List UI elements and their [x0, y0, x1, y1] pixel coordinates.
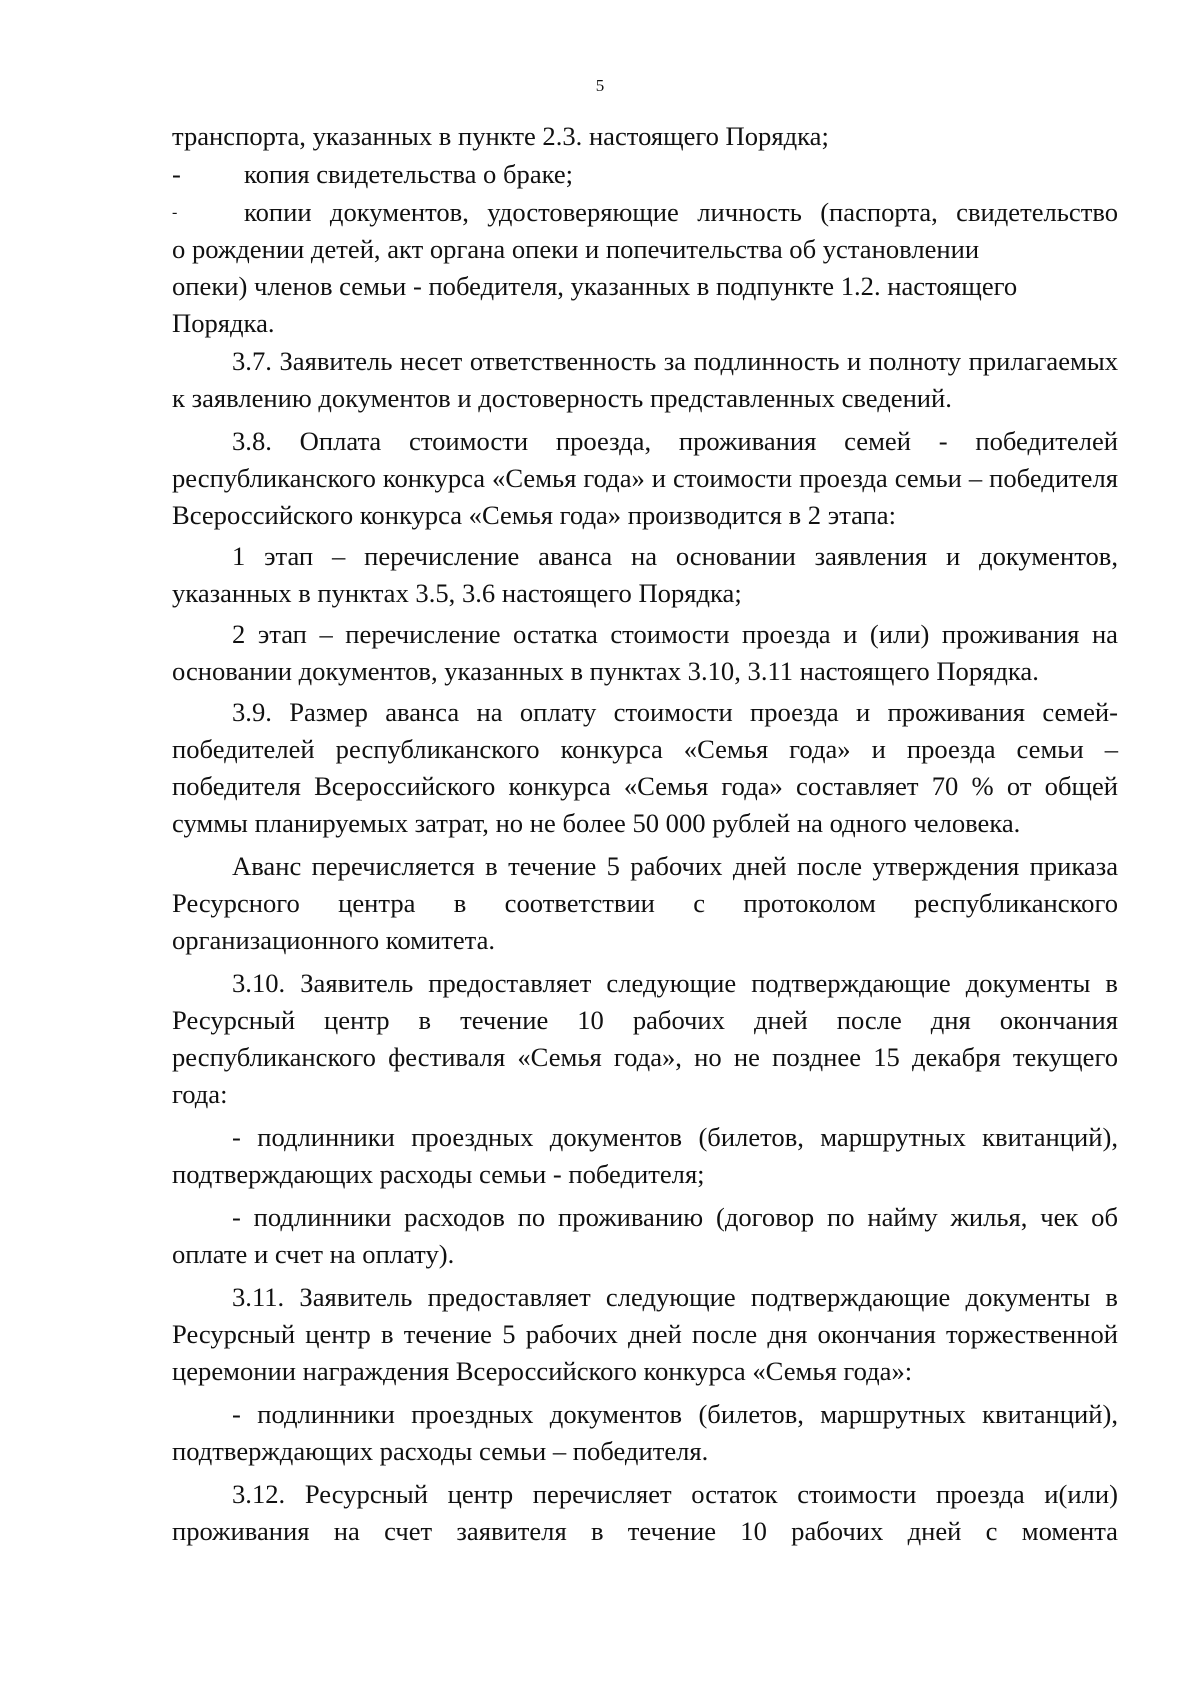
document-body — [172, 118, 1118, 1550]
paragraph-3-11: 3.11. Заявитель предоставляет следующие подтверждающие документы в Ресурсный центр в течение 5 рабочих дней после дня окончания торжественной церемонии награждения Всероссийского конкурса «Семья года»: — [172, 1282, 1118, 1386]
list-item-marriage-certificate — [172, 156, 1118, 193]
paragraph-3-10-accommodation: - подлинники расходов по проживанию (договор по найму жилья, чек об оплате и счет на оплату). — [172, 1202, 1118, 1269]
paragraph-3-11-travel-docs: - подлинники проездных документов (билетов, маршрутных квитанций), подтверждающих расходы семьи – победителя. — [172, 1399, 1118, 1466]
list-item-text: копия свидетельства о браке; — [244, 159, 574, 189]
list-item-text-rest: о рождении детей, акт органа опеки и попечительства об установлении опеки) членов семьи - победителя, указанных в подпункте 1.2. настоящего Порядка. — [172, 234, 1018, 338]
paragraph-3-9: 3.9. Размер аванса на оплату стоимости проезда и проживания семей-победителей республиканского конкурса «Семья года» и проезда семьи – победителя Всероссийского конкурса «Семья года» составляет 70 % от общей суммы планируемых затрат, но не более 50 000 рублей на одного человека. — [172, 697, 1118, 838]
list-item-identity-documents — [172, 194, 1118, 342]
paragraph-continuation: транспорта, указанных в пункте 2.3. настоящего Порядка; — [172, 121, 829, 151]
paragraph-stage-2: 2 этап – перечисление остатка стоимости проезда и (или) проживания на основании документов, указанных в пунктах 3.10, 3.11 настоящего Порядка. — [172, 619, 1118, 686]
paragraph-stage-1: 1 этап – перечисление аванса на основании заявления и документов, указанных в пунктах 3.5, 3.6 настоящего Порядка; — [172, 541, 1118, 608]
paragraph-3-12: 3.12. Ресурсный центр перечисляет остаток стоимости проезда и(или) проживания на счет заявителя в течение 10 рабочих дней с момента — [172, 1479, 1118, 1546]
list-dash: - — [172, 159, 181, 189]
list-item-text-first-line: копии документов, удостоверяющие личность (паспорта, свидетельство — [244, 197, 1118, 227]
paragraph-3-7: 3.7. Заявитель несет ответственность за подлинность и полноту прилагаемых к заявлению документов и достоверность представленных сведений. — [172, 346, 1118, 413]
page-number: 5 — [595, 76, 605, 95]
list-dash: - — [172, 204, 178, 221]
paragraph-advance: Аванс перечисляется в течение 5 рабочих дней после утверждения приказа Ресурсного центра в соответствии с протоколом республиканского организационного комитета. — [172, 851, 1118, 955]
paragraph-3-10-travel-docs: - подлинники проездных документов (билетов, маршрутных квитанций), подтверждающих расходы семьи - победителя; — [172, 1122, 1118, 1189]
paragraph-3-8: 3.8. Оплата стоимости проезда, проживания семей - победителей республиканского конкурса «Семья года» и стоимости проезда семьи – победителя Всероссийского конкурса «Семья года» производится в 2 этапа: — [172, 426, 1118, 530]
paragraph-3-10: 3.10. Заявитель предоставляет следующие подтверждающие документы в Ресурсный центр в течение 10 рабочих дней после дня окончания республиканского фестиваля «Семья года», но не позднее 15 декабря текущего года: — [172, 968, 1118, 1109]
